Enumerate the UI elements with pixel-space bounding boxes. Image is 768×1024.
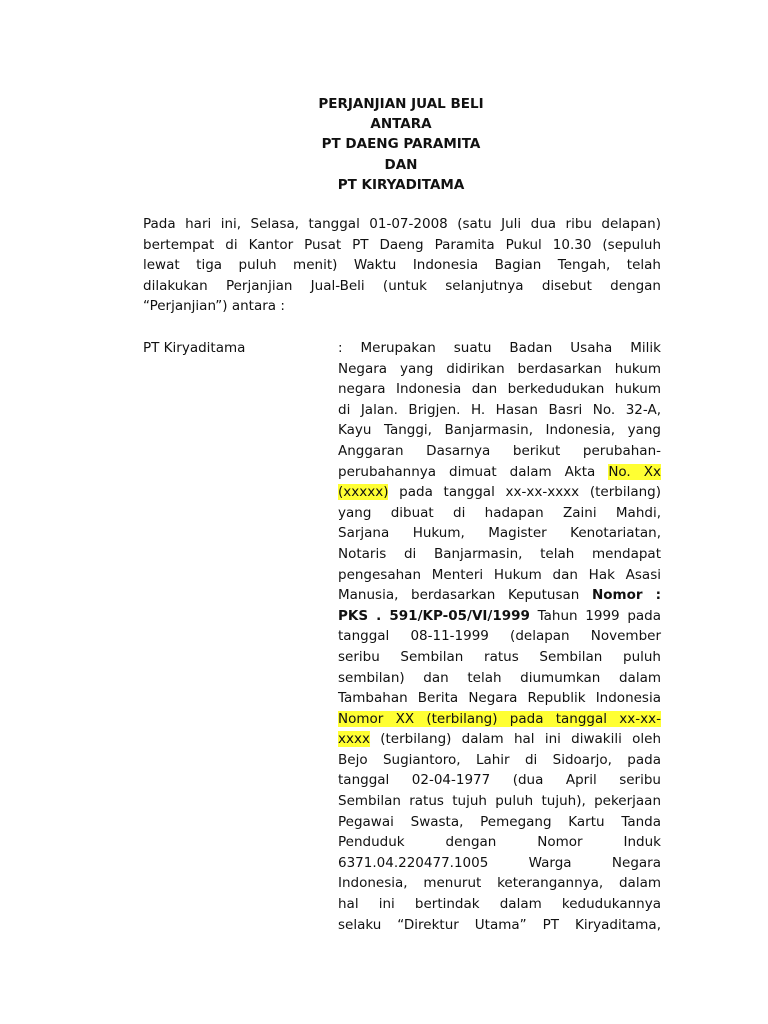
party-line: Notaris di Banjarmasin, telah mendapat [338, 545, 661, 562]
party-line: Sarjana Hukum, Magister Kenotariatan, [338, 525, 661, 542]
party-text: Tahun 1999 pada [537, 607, 662, 624]
intro-line: dilakukan Perjanjian Jual-Beli (untuk selanjutnya disebut dengan [143, 277, 661, 294]
title-line: PT KIRYADITAMA [337, 176, 465, 193]
party-line: yang dibuat di hadapan Zaini Mahdi, [338, 504, 661, 521]
party-line: pengesahan Menteri Hukum dan Hak Asasi [338, 566, 661, 583]
party-line: hal ini bertindak dalam kedudukannya [338, 896, 661, 913]
party-text: perubahannya dimuat dalam Akta [338, 463, 596, 480]
party-line: di Jalan. Brigjen. H. Hasan Basri No. 32-A, [338, 401, 661, 418]
party-line: Negara yang didirikan berdasarkan hukum [338, 360, 661, 377]
party-line: seribu Sembilan ratus Sembilan puluh [338, 648, 661, 665]
title-line: ANTARA [370, 116, 432, 133]
party-line: Kayu Tanggi, Banjarmasin, Indonesia, yang [338, 422, 661, 439]
bold-text: PKS . 591/KP-05/VI/1999 [338, 607, 530, 624]
highlighted-text: (xxxxx) [338, 484, 389, 501]
party-line [338, 709, 661, 730]
title-line: PT DAENG PARAMITA [321, 136, 481, 153]
party-line [338, 482, 661, 503]
party-line: tanggal 02-04-1977 (dua April seribu [338, 772, 661, 789]
bold-text: Nomor : [591, 587, 661, 604]
party-line: Pegawai Swasta, Pemegang Kartu Tanda [338, 813, 661, 830]
intro-paragraph [143, 214, 661, 317]
party-line: negara Indonesia dan berkedudukan hukum [338, 381, 661, 398]
party-line: selaku “Direktur Utama” PT Kiryaditama, [338, 916, 661, 933]
party-line [338, 729, 661, 750]
party-line: Tambahan Berita Negara Republik Indonesia [338, 690, 661, 707]
party-line: Penduduk dengan Nomor Induk [338, 834, 661, 851]
intro-line: lewat tiga puluh menit) Waktu Indonesia Bagian Tengah, telah [143, 257, 661, 274]
party-line: sembilan) dan telah diumumkan dalam [338, 669, 661, 686]
party-line [338, 585, 661, 606]
document-title [0, 94, 768, 195]
party-line: Bejo Sugiantoro, Lahir di Sidoarjo, pada [338, 751, 661, 768]
party-line: Indonesia, menurut keterangannya, dalam [338, 875, 661, 892]
party-text: (terbilang) dalam hal ini diwakili oleh [380, 731, 661, 748]
intro-line: “Perjanjian”) antara : [143, 298, 285, 315]
party-line: Sembilan ratus tujuh puluh tujuh), pekerjaan [338, 793, 661, 810]
party-line [338, 462, 661, 483]
party-text: pada tanggal xx-xx-xxxx (terbilang) [399, 484, 661, 501]
intro-line: bertempat di Kantor Pusat PT Daeng Paramita Pukul 10.30 (sepuluh [143, 236, 661, 253]
party-line: 6371.04.220477.1005 Warga Negara [338, 854, 661, 871]
title-line: DAN [384, 156, 418, 173]
highlighted-text: No. Xx [608, 463, 661, 480]
party-label: PT Kiryaditama [143, 340, 246, 356]
highlighted-text: xxxx [338, 731, 370, 748]
highlighted-text: Nomor XX (terbilang) pada tanggal xx-xx- [338, 710, 661, 727]
party-line: : Merupakan suatu Badan Usaha Milik [338, 340, 661, 356]
intro-line: Pada hari ini, Selasa, tanggal 01-07-2008 (satu Juli dua ribu delapan) [143, 216, 661, 232]
title-line: PERJANJIAN JUAL BELI [318, 96, 484, 112]
party-text: Manusia, berdasarkan Keputusan [338, 587, 580, 604]
party-line: tanggal 08-11-1999 (delapan November [338, 628, 661, 645]
party-line [338, 606, 661, 627]
party-line: Anggaran Dasarnya berikut perubahan- [338, 442, 661, 459]
party-description [338, 338, 661, 935]
